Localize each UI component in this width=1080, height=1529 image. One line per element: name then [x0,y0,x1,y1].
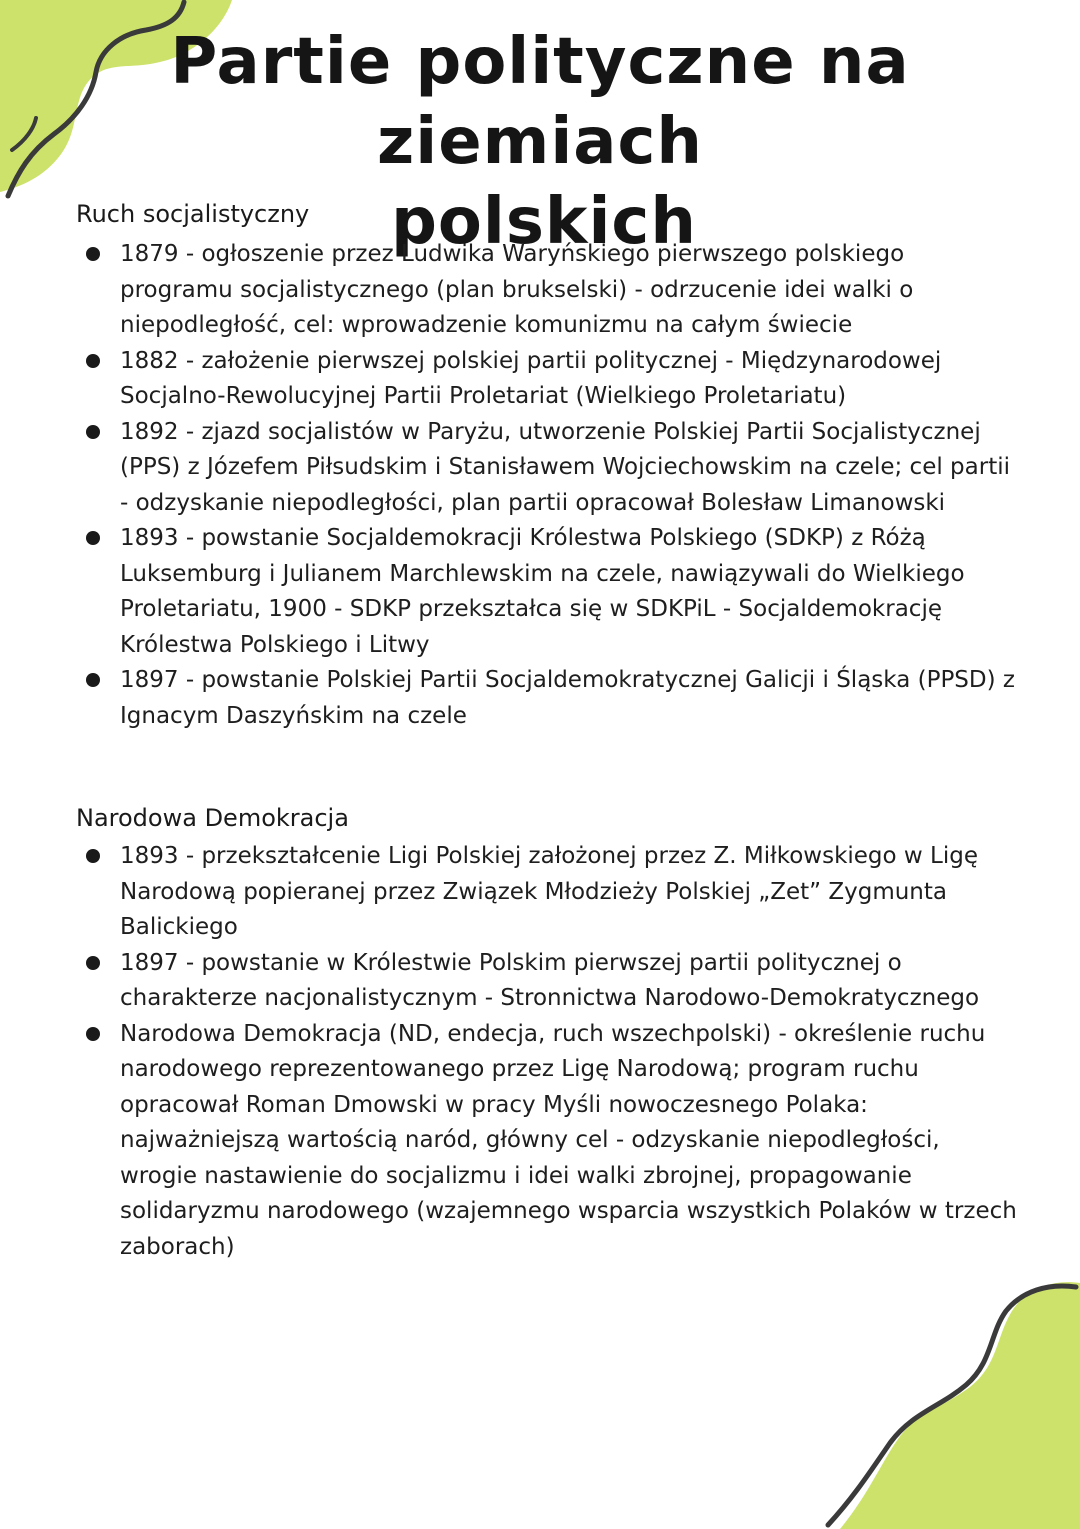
section-heading-socialist-movement: Ruch socjalistyczny [76,200,310,228]
socialist-movement-list [84,237,1019,734]
list-item-text: 1892 - zjazd socjalistów w Paryżu, utworzenie Polskiej Partii Socjalistycznej (PPS) z Józefem Piłsudskim i Stanisławem Wojciechowskim na czele; cel partii - odzyskanie niepodległości, plan partii opracował Bolesław Limanowski [120,418,1011,516]
list-item-text: 1893 - przekształcenie Ligi Polskiej założonej przez Z. Miłkowskiego w Ligę Narodową popieranej przez Związek Młodzieży Polskiej „Zet” Zygmunta Balickiego [120,843,978,940]
bullet-icon [86,531,100,545]
page-title-line-2: polskich [391,185,697,259]
bullet-icon [86,673,100,687]
bullet-icon [86,849,100,863]
bullet-icon [86,354,100,368]
bullet-icon [86,956,100,970]
national-democracy-list [84,839,1019,1265]
list-item [84,415,1019,522]
list-item-text: 1882 - założenie pierwszej polskiej partii politycznej - Międzynarodowej Socjalno-Rewolucyjnej Partii Proletariat (Wielkiego Proletariatu) [120,347,942,409]
list-item-text: Narodowa Demokracja (ND, endecja, ruch wszechpolski) - określenie ruchu narodowego reprezentowanego przez Ligę Narodową; program ruchu opracował Roman Dmowski w pracy Myśli nowoczesnego Polaka: najważniejszą wartością naród, główny cel - odzyskanie niepodległości, wrogie nastawienie do socjalizmu i idei walki zbrojnej, propagowanie solidaryzmu narodowego (wzajemnego wsparcia wszystkich Polaków w trzech zaborach) [120,1020,1017,1260]
decorative-blob-bottom-right [820,1279,1080,1529]
list-item [84,663,1019,734]
list-item-text: 1897 - powstanie Polskiej Partii Socjaldemokratycznej Galicji i Śląska (PPSD) z Ignacym Daszyńskim na czele [120,667,1015,729]
list-item [84,946,1019,1017]
list-item [84,237,1019,344]
list-item [84,1017,1019,1266]
bullet-icon [86,1027,100,1041]
bullet-icon [86,247,100,261]
list-item [84,344,1019,415]
list-item [84,839,1019,946]
section-heading-national-democracy: Narodowa Demokracja [76,804,349,832]
list-item-text: 1897 - powstanie w Królestwie Polskim pierwszej partii politycznej o charakterze nacjonalistycznym - Stronnictwa Narodowo-Demokratycznego [120,949,980,1011]
list-item [84,521,1019,663]
bullet-icon [86,425,100,439]
list-item-text: 1893 - powstanie Socjaldemokracji Królestwa Polskiego (SDKP) z Różą Luksemburg i Julianem Marchlewskim na czele, nawiązywali do Wielkiego Proletariatu, 1900 - SDKP przekształca się w SDKPiL - Socjaldemokrację Królestwa Polskiego i Litwy [120,525,965,658]
list-item-text: 1879 - ogłoszenie przez Ludwika Waryńskiego pierwszego polskiego programu socjalistycznego (plan brukselski) - odrzucenie idei walki o niepodległość, cel: wprowadzenie komunizmu na całym świecie [120,241,914,338]
page-title-line-1: Partie polityczne na ziemiach [170,25,910,179]
